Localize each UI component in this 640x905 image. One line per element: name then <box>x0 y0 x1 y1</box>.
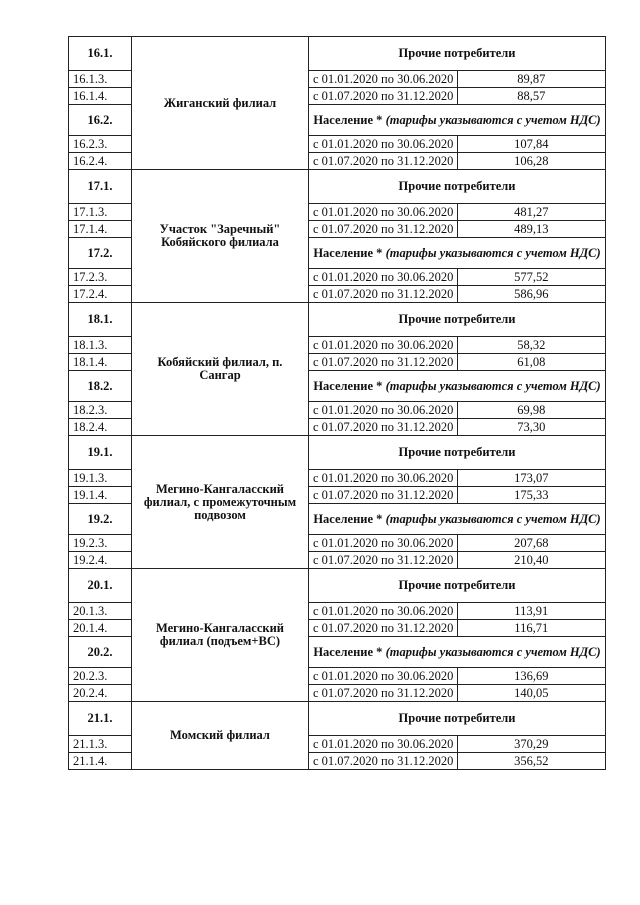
tariff-period: с 01.01.2020 по 30.06.2020 <box>309 736 458 753</box>
row-code: 17.1.4. <box>69 221 132 238</box>
category-other-consumers: Прочие потребители <box>309 702 606 736</box>
category-population <box>309 504 606 535</box>
tariff-value: 210,40 <box>457 552 606 569</box>
tariff-period: с 01.01.2020 по 30.06.2020 <box>309 337 458 354</box>
category-other-consumers: Прочие потребители <box>309 436 606 470</box>
tariff-value: 489,13 <box>457 221 606 238</box>
tariff-period: с 01.01.2020 по 30.06.2020 <box>309 136 458 153</box>
row-code: 19.1.3. <box>69 470 132 487</box>
row-code: 18.1.4. <box>69 354 132 371</box>
tariff-value: 140,05 <box>457 685 606 702</box>
tariff-period: с 01.01.2020 по 30.06.2020 <box>309 269 458 286</box>
row-code: 20.2.4. <box>69 685 132 702</box>
tariff-period: с 01.07.2020 по 31.12.2020 <box>309 221 458 238</box>
table-row <box>69 569 606 603</box>
row-code: 17.1.3. <box>69 204 132 221</box>
table-row <box>69 170 606 204</box>
population-label: Население * <box>313 511 386 526</box>
row-code: 16.1.3. <box>69 71 132 88</box>
category-other-consumers: Прочие потребители <box>309 569 606 603</box>
vat-note: (тарифы указываются с учетом НДС) <box>385 378 601 393</box>
tariff-value: 116,71 <box>457 620 606 637</box>
tariff-period: с 01.01.2020 по 30.06.2020 <box>309 668 458 685</box>
vat-note: (тарифы указываются с учетом НДС) <box>385 245 601 260</box>
section-code: 16.2. <box>69 105 132 136</box>
category-population <box>309 637 606 668</box>
tariff-period: с 01.01.2020 по 30.06.2020 <box>309 71 458 88</box>
section-code: 20.1. <box>69 569 132 603</box>
vat-note: (тарифы указываются с учетом НДС) <box>385 511 601 526</box>
tariff-period: с 01.01.2020 по 30.06.2020 <box>309 470 458 487</box>
category-other-consumers: Прочие потребители <box>309 170 606 204</box>
tariff-period: с 01.07.2020 по 31.12.2020 <box>309 286 458 303</box>
tariff-value: 58,32 <box>457 337 606 354</box>
tariff-value: 207,68 <box>457 535 606 552</box>
vat-note: (тарифы указываются с учетом НДС) <box>385 112 601 127</box>
section-code: 19.1. <box>69 436 132 470</box>
category-other-consumers: Прочие потребители <box>309 37 606 71</box>
tariff-period: с 01.01.2020 по 30.06.2020 <box>309 204 458 221</box>
tariff-period: с 01.01.2020 по 30.06.2020 <box>309 603 458 620</box>
row-code: 18.1.3. <box>69 337 132 354</box>
tariff-period: с 01.07.2020 по 31.12.2020 <box>309 753 458 770</box>
branch-name: Кобяйский филиал, п. Сангар <box>132 303 309 436</box>
row-code: 20.1.3. <box>69 603 132 620</box>
row-code: 16.1.4. <box>69 88 132 105</box>
category-population <box>309 105 606 136</box>
row-code: 16.2.4. <box>69 153 132 170</box>
table-row <box>69 303 606 337</box>
tariff-value: 61,08 <box>457 354 606 371</box>
branch-name: Мегино-Кангаласский филиал, с промежуточным подвозом <box>132 436 309 569</box>
tariff-value: 89,87 <box>457 71 606 88</box>
category-population <box>309 238 606 269</box>
vat-note: (тарифы указываются с учетом НДС) <box>385 644 601 659</box>
row-code: 16.2.3. <box>69 136 132 153</box>
branch-name: Мегино-Кангаласский филиал (подъем+ВС) <box>132 569 309 702</box>
tariff-value: 69,98 <box>457 402 606 419</box>
category-other-consumers: Прочие потребители <box>309 303 606 337</box>
section-code: 21.1. <box>69 702 132 736</box>
tariff-document-page <box>68 36 606 770</box>
table-row <box>69 37 606 71</box>
tariff-value: 356,52 <box>457 753 606 770</box>
row-code: 20.1.4. <box>69 620 132 637</box>
table-row <box>69 702 606 736</box>
population-label: Население * <box>313 378 386 393</box>
tariff-value: 136,69 <box>457 668 606 685</box>
tariff-period: с 01.07.2020 по 31.12.2020 <box>309 354 458 371</box>
tariff-period: с 01.07.2020 по 31.12.2020 <box>309 552 458 569</box>
tariff-period: с 01.01.2020 по 30.06.2020 <box>309 535 458 552</box>
tariff-value: 88,57 <box>457 88 606 105</box>
tariff-table <box>68 36 606 770</box>
row-code: 17.2.3. <box>69 269 132 286</box>
tariff-period: с 01.07.2020 по 31.12.2020 <box>309 685 458 702</box>
tariff-value: 113,91 <box>457 603 606 620</box>
table-row <box>69 436 606 470</box>
row-code: 19.2.3. <box>69 535 132 552</box>
tariff-value: 370,29 <box>457 736 606 753</box>
tariff-period: с 01.07.2020 по 31.12.2020 <box>309 487 458 504</box>
category-population <box>309 371 606 402</box>
tariff-period: с 01.07.2020 по 31.12.2020 <box>309 419 458 436</box>
section-code: 19.2. <box>69 504 132 535</box>
row-code: 20.2.3. <box>69 668 132 685</box>
branch-name: Участок "Заречный" Кобяйского филиала <box>132 170 309 303</box>
tariff-value: 175,33 <box>457 487 606 504</box>
row-code: 21.1.3. <box>69 736 132 753</box>
row-code: 18.2.4. <box>69 419 132 436</box>
section-code: 16.1. <box>69 37 132 71</box>
branch-name: Момский филиал <box>132 702 309 770</box>
section-code: 18.1. <box>69 303 132 337</box>
section-code: 17.1. <box>69 170 132 204</box>
row-code: 18.2.3. <box>69 402 132 419</box>
tariff-period: с 01.07.2020 по 31.12.2020 <box>309 88 458 105</box>
section-code: 20.2. <box>69 637 132 668</box>
tariff-value: 586,96 <box>457 286 606 303</box>
row-code: 21.1.4. <box>69 753 132 770</box>
population-label: Население * <box>313 245 386 260</box>
population-label: Население * <box>313 112 386 127</box>
tariff-value: 577,52 <box>457 269 606 286</box>
population-label: Население * <box>313 644 386 659</box>
tariff-value: 106,28 <box>457 153 606 170</box>
tariff-value: 481,27 <box>457 204 606 221</box>
tariff-period: с 01.07.2020 по 31.12.2020 <box>309 620 458 637</box>
row-code: 19.1.4. <box>69 487 132 504</box>
tariff-period: с 01.07.2020 по 31.12.2020 <box>309 153 458 170</box>
tariff-value: 173,07 <box>457 470 606 487</box>
tariff-value: 73,30 <box>457 419 606 436</box>
row-code: 17.2.4. <box>69 286 132 303</box>
row-code: 19.2.4. <box>69 552 132 569</box>
tariff-value: 107,84 <box>457 136 606 153</box>
section-code: 17.2. <box>69 238 132 269</box>
branch-name: Жиганский филиал <box>132 37 309 170</box>
tariff-period: с 01.01.2020 по 30.06.2020 <box>309 402 458 419</box>
section-code: 18.2. <box>69 371 132 402</box>
